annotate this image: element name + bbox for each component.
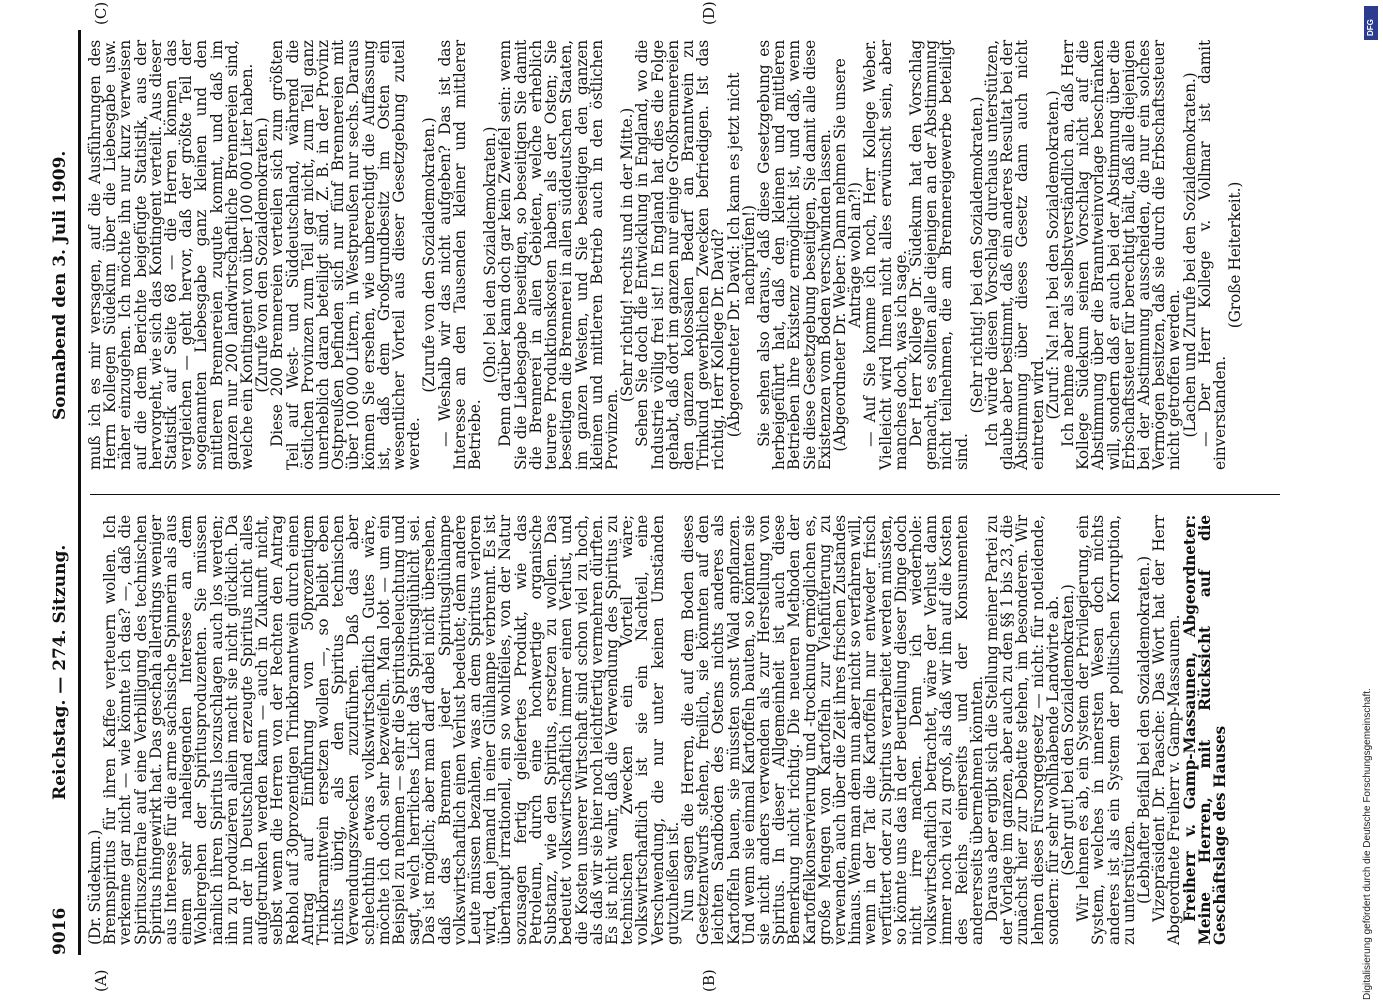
running-title: Reichstag. — 274. Sitzung. xyxy=(50,544,70,800)
interjection: (Lachen und Zurufe bei den Sozialdemokraten.) xyxy=(1180,72,1199,438)
interjection: (Oho! bei den Sozialdemokraten.) xyxy=(481,126,500,384)
digitization-text: Digitalisierung gefördert durch die Deutsche Forschungsgemeinschaft. xyxy=(1362,688,1373,1000)
interjection: (Lebhafter Beifall bei den Sozialdemokraten.) xyxy=(1135,556,1154,904)
digitization-note xyxy=(1362,380,1378,1000)
paragraph: — Auf Sie komme ich noch, Herr Kollege Weber. Vielleicht wird Ihnen nicht alles erwünscht sein, aber manches doch, was ich sage. xyxy=(861,40,910,470)
paragraph: Nun sagen die Herren, die auf dem Boden dieses Gesetzentwurfs stehen, freilich, sie könnten auf den leichten Sandböden des Ostens nichts anderes als Kartoffeln bauen, sie müssten sonst Wald anpflanzen. Und wenn sie einmal Kartoffeln bauten, so könnten sie sie nicht anders verwenden als zur Herstellung von Spiritus. In dieser Allgemeinheit ist auch diese Bemerkung nicht richtig. Die neueren Methoden der Kartoffelkonservierung und -trocknung ermöglichen es, große Mengen von Kartoffeln zur Viehfütterung zu verwenden, auch über die Zeit ihres frischen Zustandes hinaus. Wenn man dem nun aber nicht so verfahren will, wenn in der Tat die Kartoffeln nur entweder frisch verfüttert oder zu Spiritus verarbeitet werden müssten, so könnte uns das in der Beurteilung dieser Dinge doch nicht irre machen. Denn ich wiederhole: volkswirtschaftlich betrachtet, wäre der Verlust dann immer noch viel zu groß, als daß wir ihn auf die Kosten des Reichs einerseits und der Konsumenten andererseits übernehmen könnten. xyxy=(678,515,986,945)
interjection: (Abgeordneter Dr. David: Ich kann es jetzt nicht nachprüfen!) xyxy=(724,72,758,438)
paragraph: Ich würde diesen Vorschlag durchaus unterstützen, glaube aber bestimmt, daß ein anderes Resultat bei der Abstimmung über dieses Gesetz dann auch nicht eintreten wird. xyxy=(982,40,1047,470)
interjection: (Zurufe von den Sozialdemokraten.) xyxy=(420,117,439,393)
dfg-logo-text: DFG xyxy=(1366,19,1375,36)
column-separator xyxy=(90,494,1280,495)
paragraph: muß ich es mir versagen, auf die Ausführungen des Herrn Kollegen Südekum über die Liebesgabe usw. näher einzugehen. Ich möchte ihn nur kurz verweisen auf die dem Berichte beigefügte Statistik, aus der hervorgeht, wie sich das Kontingent verteilt. Aus dieser Statistik auf Seite 68 — die Herren können das vergleichen — geht hervor, daß der größte Teil der sogenannten Liebesgabe ganz kleinen und den mittleren Brennereien zugute kommt, und daß im ganzen nur 200 landwirtschaftliche Brennereien sind, welche ein Kontingent von über 100 000 Liter haben. xyxy=(86,40,257,470)
paragraph: Der Herr Kollege Dr. Südekum hat den Vorschlag gemacht, es sollten alle diejenigen an der Abstimmung nicht teilnehmen, die am Brennereigewerbe beteiligt sind. xyxy=(906,40,971,470)
margin-letter-c: (C) xyxy=(92,1,110,25)
paragraph: Daraus aber ergibt sich die Stellung meiner Partei zu der Vorlage im ganzen, aber auch zu den §§ 1 bis 23, die zunächst hier zur Debatte stehen, im besonderen. Wir lehnen dieses Fürsorgegesetz — nicht: für notleidende, sondern: für sehr wohlhabende Landwirte ab. xyxy=(982,515,1062,945)
paragraph: Wir lehnen es ab, ein System der Privilegierung, ein System, welches in innersten Wesen doch nichts anderes ist als ein System der politischen Korruption, zu unterstützen. xyxy=(1074,515,1138,945)
paragraph: Sie sehen also daraus, daß diese Gesetzgebung es herbeigeführt hat, daß den kleinen und mittleren Betrieben ihre Existenz ermöglicht ist, und daß, wenn Sie diese Gesetzgebung beseitigen, Sie damit alle diese Existenzen vom Boden verschwinden lassen. xyxy=(754,40,834,470)
margin-letter-d: (D) xyxy=(700,1,718,25)
paragraph: Diese 200 Brennereien verteilen sich zum größten Teil auf West- und Süddeutschland, während die östlichen Provinzen zum Teil gar nicht, zum Teil ganz unerheblich daran beteiligt sind. Z. B. in der Provinz Ostpreußen befinden sich nur fünf Brennereien mit über 100 000 Litern, in Westpreußen nur sechs. Daraus können Sie ersehen, wie unberechtigt die Auffassung ist, daß dem Großgrundbesitz im Osten ein wesentlicher Vorteil aus dieser Gesetzgebung zuteil werde. xyxy=(268,40,424,470)
page-date: Sonnabend den 3. Juli 1909. xyxy=(50,150,70,420)
interjection: (Sehr richtig! rechts und in der Mitte.) xyxy=(618,107,637,403)
interjection: (Große Heiterkeit.) xyxy=(1226,181,1245,329)
paragraph: Denn darüber kann doch gar kein Zweifel sein: wenn Sie die Liebesgabe beseitigen, so beseitigen Sie damit die Brennerei in allen Gebieten, welche erheblich teurere Produktionskosten haben als der Osten; Sie beseitigen die Brennerei in allen süddeutschen Staaten, im ganzen Westen, und Sie beseitigen den ganzen kleinen und mittleren Betrieb auch in den östlichen Provinzen. xyxy=(496,40,621,470)
margin-letter-a: (A) xyxy=(92,969,110,992)
right-column xyxy=(88,40,1288,470)
interjection: (Zuruf: Na! na! bei den Sozialdemokraten.) xyxy=(1043,90,1062,420)
interjection: (Sehr richtig! bei den Sozialdemokraten.) xyxy=(967,96,986,414)
interjection: (Abgeordneter Dr. Weber: Dann nehmen Sie unsere Anträge wohl an?!) xyxy=(830,58,865,452)
paragraph: Brennspiritus für ihren Kaffee verteuern wollen. Ich verkenne gar nicht — wie könnte ich das? —, daß die Spirituszentrale auf eine Verbilligung des technischen Spiritus hingewirkt hat. Das geschah allerdings weniger aus Interesse für die arme sächsische Spinnerin als aus einem sehr naheliegenden Interesse an dem Wohlergehen der Spiritusproduzenten. Sie müssen nämlich ihren Spiritus loszuschlagen auch los werden; ihn zu produzieren allein macht sie nicht glücklich. Da nun der in Deutschland erzeugte Spiritus nicht alles aufgetrunken werden kann — auch in Zukunft nicht, selbst wenn die Herren von der Rechten den Antrag Rebhol auf 30prozentigen Trinkbranntwein durch einen Antrag auf Einführung von 50prozentigem Trinkbranntwein ersetzen wollen —, so bleibt eben nichts übrig, als den Spiritus technischen Verwendungszwecken zuzuführen. Daß das aber schlechthin etwas volkswirtschaftlich Gutes wäre, möchte ich doch sehr bezweifeln. Man lobt — um ein Beispiel zu nehmen — sehr die Spiritusbeleuchtung und sagt, welch herrliches Licht das Spiritusglühlicht sei. Das ist möglich; aber man darf dabei nicht übersehen, daß das Brennen jeder Spiritusglühlampe volkswirtschaftlich einen Verlust bedeutet; denn andere Leute müssen bezahlen, was an dem Spiritus verloren wird, den jemand in einer Glühlampe verbrennt. Es ist überhaupt irrationell, ein so wohlfeiles, von der Natur sozusagen fertig geliefertes Produkt, wie das Petroleum, durch eine hochwertige organische Substanz, wie den Spiritus, ersetzen zu wollen. Das bedeutet volkswirtschaftlich immer einen Verlust, und die Kosten unserer Wirtschaft sind schon viel zu hoch, als daß wir sie hier noch leichtfertig vermehren dürften. Es ist nicht wahr, daß die Verwendung des Spiritus zu technischen Zwecken ein Vorteil wäre; volkswirtschaftlich ist sie ein Nachteil, eine Verschwendung, die nur unter keinen Umständen gutzuheißen ist. xyxy=(101,515,682,945)
speaker-intro: Freiherr v. Gamp-Massaunen, Abgeordneter: Meine Herren, mit Rücksicht auf die Geschäftslage des Hauses xyxy=(1180,515,1230,945)
interjection: (Sehr gut! bei den Sozialdemokraten.) xyxy=(1059,584,1077,876)
margin-letter-b: (B) xyxy=(700,969,718,992)
speaker-label: (Dr. Südekum.) xyxy=(86,829,104,945)
paragraph: — Der Herr Kollege v. Vollmar ist damit einverstanden. xyxy=(1195,40,1230,470)
paragraph: — Weshalb wir das nicht aufgeben? Das ist das Interesse an den Tausenden kleiner und mittlerer Betriebe. xyxy=(435,40,485,470)
dfg-logo xyxy=(1364,6,1378,40)
paragraph: Sehen Sie doch die Entwicklung in England, wo die Industrie völlig frei ist! In England hat dies die Folge gehabt, daß dort im ganzen nur einige Großbrennereien den ganzen kolossalen Bedarf an Branntwein zu Trinkund gewerblichen Zwecken befriedigen. Ist das richtig, Herr Kollege Dr. David? xyxy=(633,40,728,470)
header-rule xyxy=(78,30,81,955)
left-column xyxy=(88,515,1288,945)
interjection: (Zurufe von den Sozialdemokraten.) xyxy=(253,117,272,393)
page-number: 9016 xyxy=(50,907,70,955)
paragraph: Ich nehme aber als selbstverständlich an, daß Herr Kollege Südekum seinen Vorschlag nicht auf die Abstimmung über die Branntweinvorlage beschränken will, sondern daß er auch bei der Abstimmung über die Erbschaftssteuer für berechtigt hält, daß alle diejenigen bei der Abstimmung ausscheiden, die nur ein solches Vermögen besitzen, daß sie durch die Erbschaftssteuer nicht getroffen werden. xyxy=(1059,40,1184,470)
president-statement: Vizepräsident Dr. Paasche: Das Wort hat der Herr Abgeordnete Freiherr v. Gamp-Massaunen. xyxy=(1150,515,1184,945)
